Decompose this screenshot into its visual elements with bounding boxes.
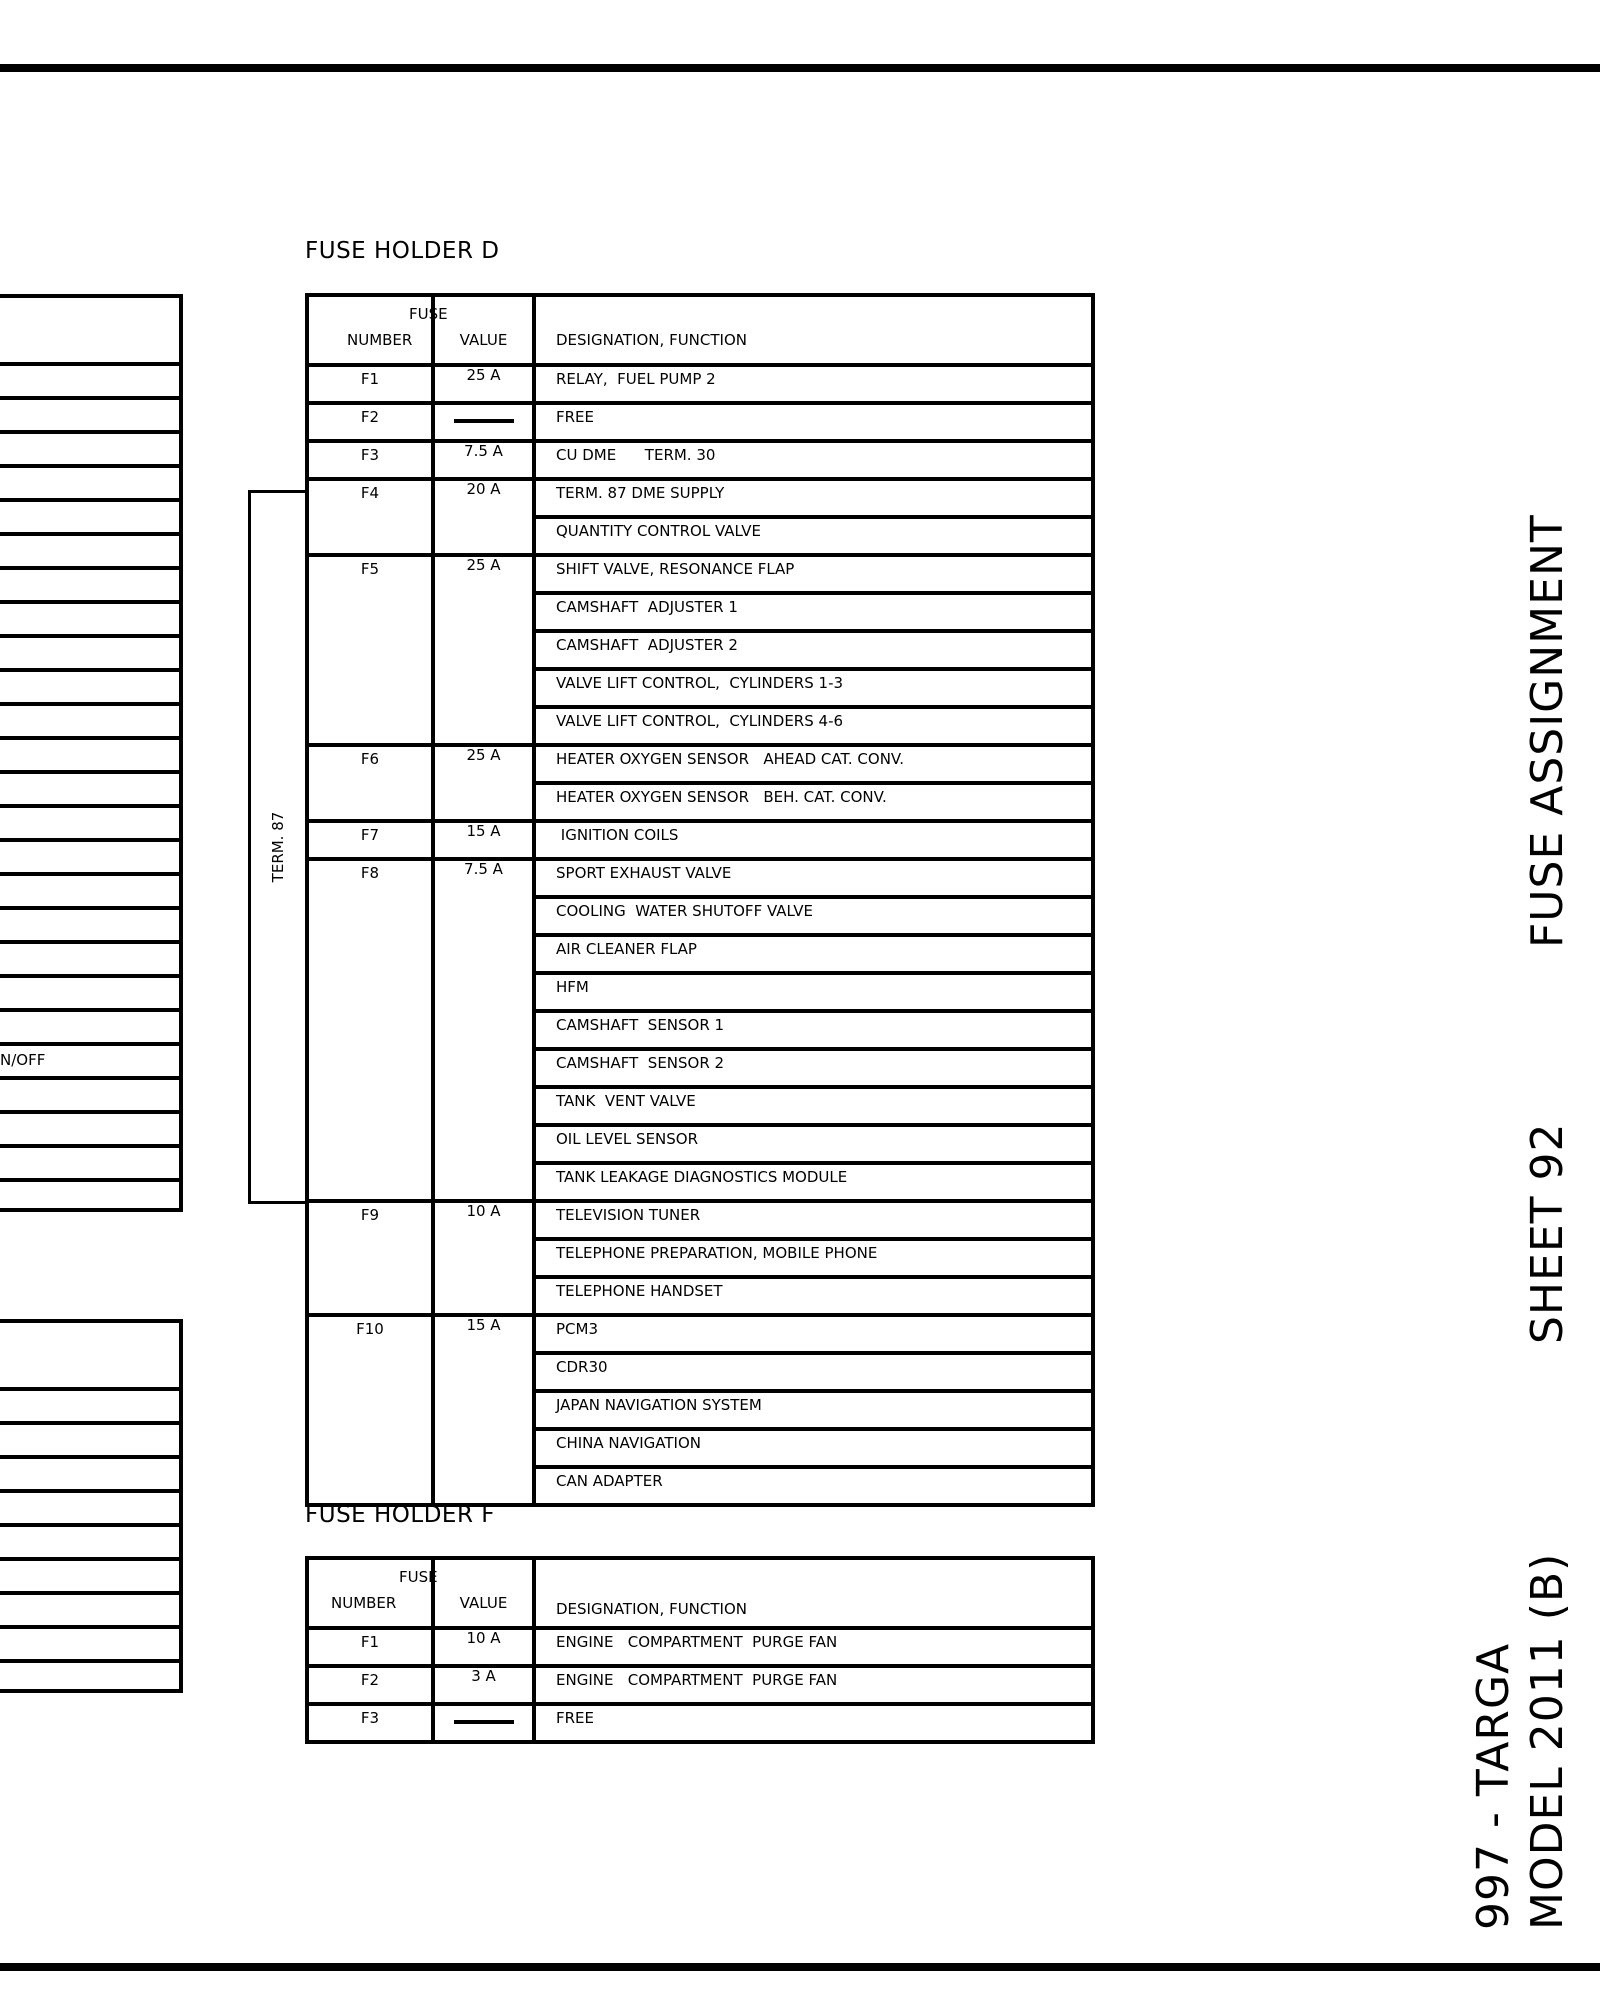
- fuse-designation: TERM. 87 DME SUPPLY: [556, 484, 725, 502]
- fuse-number: [309, 1239, 431, 1241]
- left-fragment-row: [0, 498, 179, 532]
- fuse-holder-f-title: FUSE HOLDER F: [305, 1502, 495, 1528]
- fuse-number: [309, 1011, 431, 1013]
- fuse-row: [309, 517, 1091, 555]
- fuse-number: [309, 1353, 431, 1355]
- fuse-designation: AIR CLEANER FLAP: [556, 940, 697, 958]
- fuse-number: [309, 1467, 431, 1469]
- fuse-row: [309, 859, 1091, 897]
- fuse-row: [309, 479, 1091, 517]
- bottom-border-bar: [0, 1963, 1600, 1971]
- fuse-designation: ENGINE COMPARTMENT PURGE FAN: [556, 1633, 838, 1651]
- fuse-row: [309, 1277, 1091, 1315]
- fuse-row: [309, 935, 1091, 973]
- fuse-number: F3: [360, 1709, 380, 1727]
- fuse-number: [309, 935, 431, 937]
- fuse-number: [309, 1429, 431, 1431]
- fuse-designation: TELEPHONE PREPARATION, MOBILE PHONE: [556, 1244, 878, 1262]
- fuse-designation: HFM: [556, 978, 589, 996]
- term-87-bracket: [248, 490, 305, 1204]
- fuse-row: [309, 555, 1091, 593]
- fuse-row: [309, 1391, 1091, 1429]
- fuse-value: [435, 969, 532, 971]
- left-fragment-row: [0, 396, 179, 430]
- fuse-designation: VALVE LIFT CONTROL, CYLINDERS 1-3: [556, 674, 844, 692]
- header-designation: DESIGNATION, FUNCTION: [556, 331, 747, 349]
- left-fragment-row: [0, 464, 179, 498]
- fuse-row: [309, 1467, 1091, 1503]
- sheet-number: SHEET 92: [1522, 1122, 1573, 1344]
- left-fragment-row: [0, 1659, 179, 1693]
- left-table-fragment-lower: [0, 1319, 183, 1693]
- fuse-number: [309, 631, 431, 633]
- fuse-number: F4: [360, 484, 380, 502]
- fuse-row: [309, 593, 1091, 631]
- fuse-value: [435, 1349, 532, 1351]
- fuse-row: [309, 631, 1091, 669]
- fuse-value: [435, 1007, 532, 1009]
- left-fragment-row: [0, 838, 179, 872]
- fuse-designation: RELAY, FUEL PUMP 2: [556, 370, 716, 388]
- fuse-row: [309, 1239, 1091, 1277]
- fuse-value: [435, 627, 532, 629]
- fuse-row: [309, 1315, 1091, 1353]
- fuse-number: F2: [360, 408, 380, 426]
- fuse-value: [435, 1045, 532, 1047]
- fuse-value: 10 A: [466, 1202, 501, 1220]
- fuse-value: [435, 665, 532, 667]
- fuse-designation: IGNITION COILS: [556, 826, 679, 844]
- fuse-designation: PCM3: [556, 1320, 599, 1338]
- left-fragment-row: [0, 668, 179, 702]
- fuse-number: [309, 669, 431, 671]
- fuse-row: [309, 707, 1091, 745]
- fuse-row: [309, 1353, 1091, 1391]
- fuse-row: [309, 1011, 1091, 1049]
- fuse-designation: TANK VENT VALVE: [556, 1092, 696, 1110]
- header-value: VALUE: [459, 331, 508, 349]
- term-87-label: TERM. 87: [269, 811, 287, 883]
- fuse-designation: CDR30: [556, 1358, 608, 1376]
- fuse-designation: TELEVISION TUNER: [556, 1206, 701, 1224]
- fuse-designation: CAMSHAFT ADJUSTER 2: [556, 636, 738, 654]
- fuse-value: 7.5 A: [464, 442, 503, 460]
- fuse-row: [309, 1666, 1091, 1704]
- left-fragment-row: [0, 1042, 179, 1076]
- fuse-number: F9: [360, 1206, 380, 1224]
- left-fragment-row: [0, 1421, 179, 1455]
- fuse-row: [309, 1049, 1091, 1087]
- fuse-value: [435, 589, 532, 591]
- fuse-value: [435, 779, 532, 781]
- fuse-row: [309, 1704, 1091, 1740]
- fuse-designation: TANK LEAKAGE DIAGNOSTICS MODULE: [556, 1168, 848, 1186]
- fuse-number: [309, 1163, 431, 1165]
- model-line-1: 997 - TARGA: [1468, 1642, 1519, 1930]
- fuse-number: F8: [360, 864, 380, 882]
- header-number: NUMBER: [347, 331, 413, 349]
- fuse-row: [309, 1087, 1091, 1125]
- left-fragment-row: [0, 1523, 179, 1557]
- model-line-2: MODEL 2011 (B): [1522, 1552, 1573, 1930]
- fuse-designation: CAMSHAFT SENSOR 1: [556, 1016, 725, 1034]
- fuse-value: [435, 1121, 532, 1123]
- fuse-value: 10 A: [466, 1629, 501, 1647]
- fuse-designation: VALVE LIFT CONTROL, CYLINDERS 4-6: [556, 712, 844, 730]
- fuse-value: [435, 931, 532, 933]
- fuse-value: 25 A: [466, 556, 501, 574]
- left-fragment-row: [0, 1110, 179, 1144]
- fuse-row: [309, 783, 1091, 821]
- left-fragment-row: [0, 736, 179, 770]
- fuse-designation: FREE: [556, 1709, 595, 1727]
- left-fragment-row: [0, 974, 179, 1008]
- fuse-number: F1: [360, 370, 380, 388]
- header-fuse: FUSE: [409, 305, 448, 323]
- header-value: VALUE: [459, 1594, 508, 1612]
- fuse-number: [309, 1125, 431, 1127]
- fuse-holder-d-title: FUSE HOLDER D: [305, 238, 500, 264]
- left-fragment-row: [0, 872, 179, 906]
- fuse-number: F1: [360, 1633, 380, 1651]
- fuse-number: [309, 783, 431, 785]
- fuse-value: [435, 1235, 532, 1237]
- fuse-value: [435, 1387, 532, 1389]
- fuse-number: F10: [356, 1320, 384, 1338]
- fuse-number: F5: [360, 560, 380, 578]
- fuse-row: [309, 441, 1091, 479]
- fuse-row: [309, 897, 1091, 935]
- fuse-row: [309, 1163, 1091, 1201]
- fuse-value: [435, 1463, 532, 1465]
- header-designation: DESIGNATION, FUNCTION: [556, 1600, 747, 1618]
- fuse-row: [309, 1201, 1091, 1239]
- fuse-number: [309, 1087, 431, 1089]
- left-fragment-row: [0, 1455, 179, 1489]
- left-fragment-row: [0, 1591, 179, 1625]
- fuse-row: [309, 1429, 1091, 1467]
- fuse-designation: HEATER OXYGEN SENSOR AHEAD CAT. CONV.: [556, 750, 905, 768]
- fuse-number: F7: [360, 826, 380, 844]
- fuse-designation: SPORT EXHAUST VALVE: [556, 864, 732, 882]
- left-fragment-row: [0, 600, 179, 634]
- fuse-value: [435, 703, 532, 705]
- fuse-value: [435, 893, 532, 895]
- free-dash: [454, 1720, 514, 1724]
- left-fragment-row: [0, 1557, 179, 1591]
- fuse-row: [309, 1628, 1091, 1666]
- fuse-holder-d-table: [305, 293, 1095, 1507]
- fuse-value: [435, 1425, 532, 1427]
- fuse-row: [309, 1125, 1091, 1163]
- fuse-designation: CU DME TERM. 30: [556, 446, 716, 464]
- fuse-number: [309, 973, 431, 975]
- fuse-designation: ENGINE COMPARTMENT PURGE FAN: [556, 1671, 838, 1689]
- left-fragment-row: [0, 1178, 179, 1212]
- fuse-designation: CAN ADAPTER: [556, 1472, 663, 1490]
- fuse-designation: TELEPHONE HANDSET: [556, 1282, 723, 1300]
- left-fragment-row: [0, 294, 179, 362]
- fuse-value: 20 A: [466, 480, 501, 498]
- left-fragment-row: [0, 940, 179, 974]
- left-fragment-row: [0, 362, 179, 396]
- fuse-number: [309, 517, 431, 519]
- fuse-designation: CAMSHAFT ADJUSTER 1: [556, 598, 738, 616]
- fuse-number: [309, 1277, 431, 1279]
- left-fragment-row: [0, 702, 179, 736]
- left-fragment-row: [0, 1489, 179, 1523]
- header-fuse: FUSE: [399, 1568, 438, 1586]
- fuse-value: [435, 1273, 532, 1275]
- fuse-designation: CHINA NAVIGATION: [556, 1434, 701, 1452]
- header-number: NUMBER: [331, 1594, 397, 1612]
- fuse-value: 25 A: [466, 366, 501, 384]
- fuse-number: [309, 897, 431, 899]
- left-fragment-row: [0, 532, 179, 566]
- fuse-designation: JAPAN NAVIGATION SYSTEM: [556, 1396, 762, 1414]
- fuse-number: [309, 1391, 431, 1393]
- sheet-title: FUSE ASSIGNMENT: [1522, 514, 1573, 948]
- fuse-row: [309, 973, 1091, 1011]
- left-fragment-row: [0, 1625, 179, 1659]
- fuse-value: 7.5 A: [464, 860, 503, 878]
- left-fragment-row: [0, 1319, 179, 1387]
- fuse-number: F6: [360, 750, 380, 768]
- fuse-number: F3: [360, 446, 380, 464]
- fuse-number: [309, 593, 431, 595]
- left-fragment-row: [0, 906, 179, 940]
- fuse-row: [309, 403, 1091, 441]
- fuse-designation: COOLING WATER SHUTOFF VALVE: [556, 902, 813, 920]
- fuse-designation: QUANTITY CONTROL VALVE: [556, 522, 761, 540]
- fuse-designation: OIL LEVEL SENSOR: [556, 1130, 699, 1148]
- fuse-designation: CAMSHAFT SENSOR 2: [556, 1054, 725, 1072]
- fuse-value: 15 A: [466, 1316, 501, 1334]
- fuse-value: 15 A: [466, 822, 501, 840]
- fuse-value: [435, 1159, 532, 1161]
- fuse-designation: HEATER OXYGEN SENSOR BEH. CAT. CONV.: [556, 788, 887, 806]
- fuse-holder-f-table: [305, 1556, 1095, 1744]
- left-fragment-row: [0, 804, 179, 838]
- fuse-value: [435, 513, 532, 515]
- left-fragment-row: [0, 430, 179, 464]
- fuse-value: 3 A: [471, 1667, 496, 1685]
- fuse-designation: SHIFT VALVE, RESONANCE FLAP: [556, 560, 795, 578]
- fuse-row: [309, 669, 1091, 707]
- left-fragment-row: [0, 566, 179, 600]
- top-border-bar: [0, 64, 1600, 72]
- fuse-designation: FREE: [556, 408, 595, 426]
- fuse-number: [309, 707, 431, 709]
- fuse-number: [309, 1049, 431, 1051]
- fuse-row: [309, 745, 1091, 783]
- left-fragment-row: [0, 1076, 179, 1110]
- fuse-number: F2: [360, 1671, 380, 1689]
- left-fragment-row: [0, 770, 179, 804]
- left-fragment-row: [0, 1387, 179, 1421]
- fuse-value: [435, 1083, 532, 1085]
- fuse-row: [309, 365, 1091, 403]
- fuse-row: [309, 821, 1091, 859]
- left-fragment-row: [0, 1008, 179, 1042]
- left-fragment-row: [0, 634, 179, 668]
- left-fragment-partial-text: N/OFF: [0, 1051, 46, 1069]
- fuse-value: 25 A: [466, 746, 501, 764]
- free-dash: [454, 419, 514, 423]
- left-table-fragment-upper: [0, 294, 183, 1212]
- left-fragment-row: [0, 1144, 179, 1178]
